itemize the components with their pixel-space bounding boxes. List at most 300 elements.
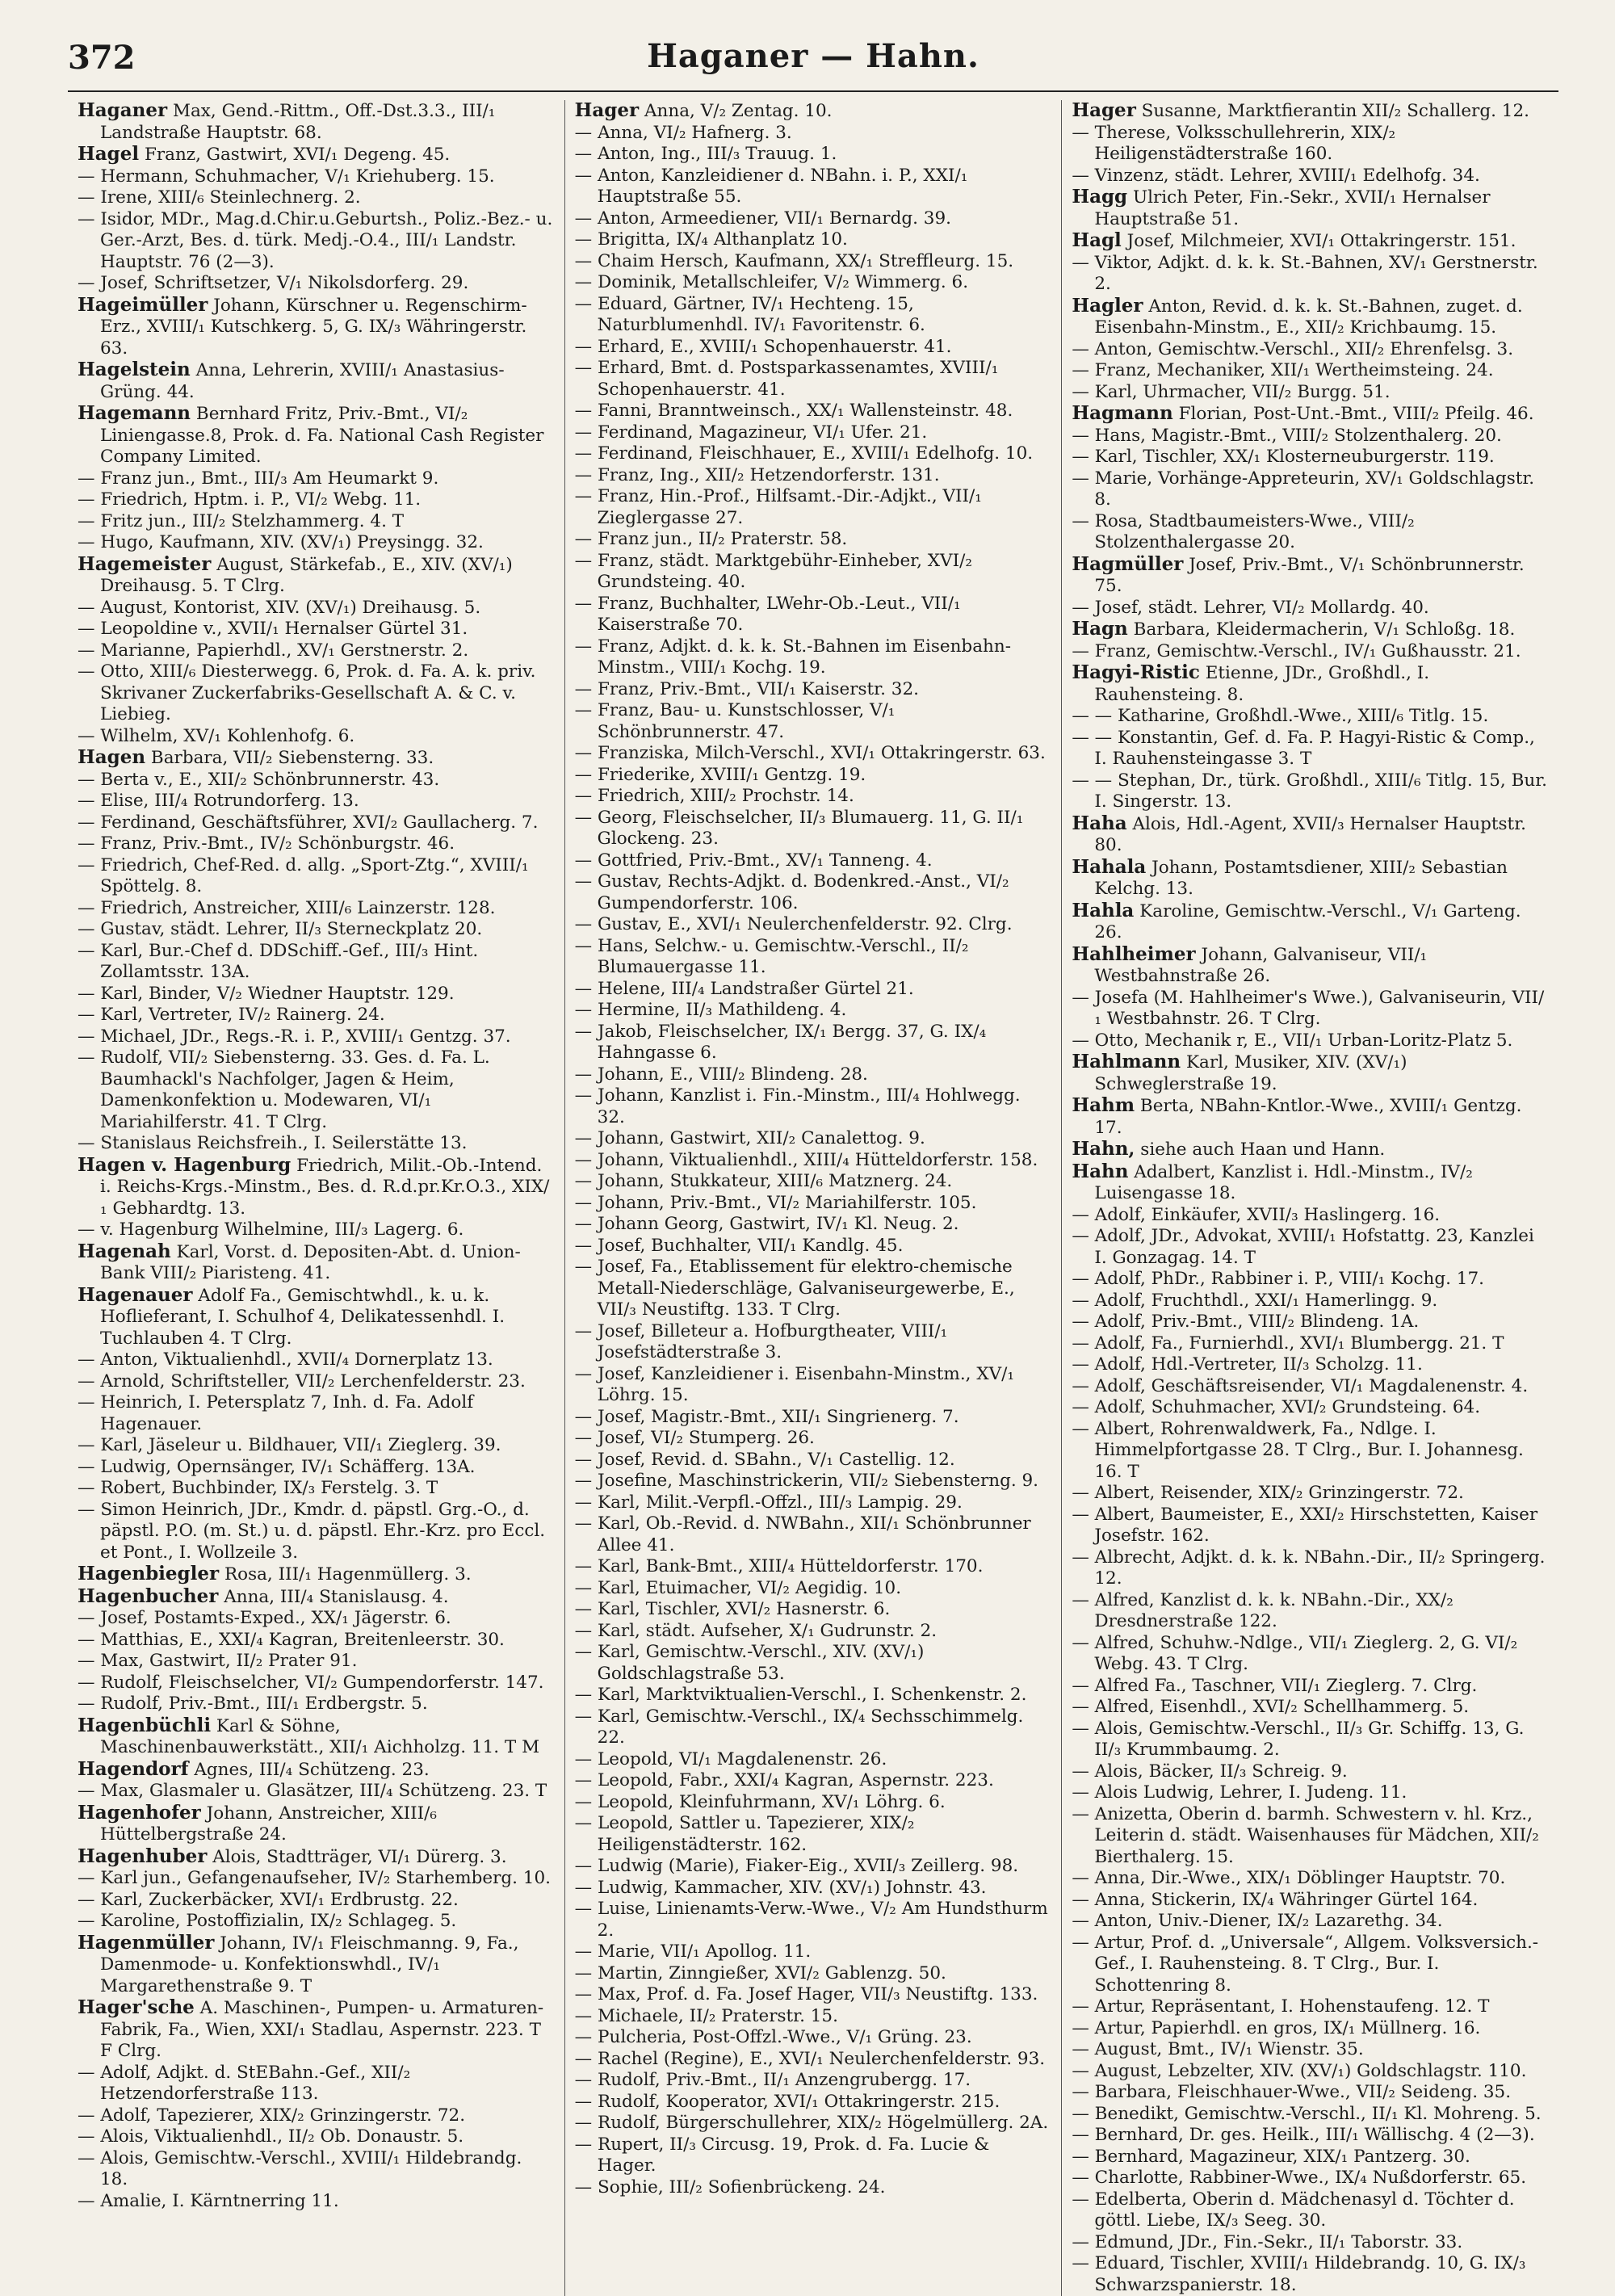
directory-entry <box>575 1022 1052 1064</box>
directory-entry <box>575 443 1052 465</box>
directory-entry <box>78 1911 555 1933</box>
directory-entry <box>1072 360 1549 382</box>
directory-entry <box>78 1715 555 1759</box>
entry-details: — Hans, Magistr.-Bmt., VIII/₂ Stolzenthalerg. 20. <box>1072 425 1502 446</box>
directory-entry <box>575 1642 1052 1685</box>
directory-entry <box>1072 706 1549 728</box>
directory-entry <box>575 2027 1052 2049</box>
entry-surname: Hagemann <box>78 402 191 424</box>
directory-entry <box>78 359 555 403</box>
directory-entry <box>1072 1547 1549 1590</box>
entry-details: — Franz, Priv.-Bmt., VII/₁ Kaiserstr. 32. <box>574 678 919 699</box>
directory-entry <box>575 1963 1052 1985</box>
entry-surname: Hagenmüller <box>78 1931 215 1954</box>
entry-details: — August, Bmt., IV/₁ Wienstr. 35. <box>1072 2039 1364 2059</box>
entry-details: Karl, Musiker, XIV. (XV/₁) Schweglerstraße 19. <box>1094 1052 1407 1094</box>
directory-entry <box>78 2063 555 2105</box>
entry-details: — Adolf, Schuhmacher, XVI/₂ Grundsteing. 64. <box>1072 1397 1481 1417</box>
directory-entry <box>575 358 1052 401</box>
entry-details: — Elise, III/₄ Rotrundorferg. 13. <box>78 791 359 811</box>
entry-details: — Alois, Gemischtw.-Verschl., II/₃ Gr. Schiffg. 13, G. II/₃ Krummbaumg. 2. <box>1072 1718 1525 1760</box>
directory-entry <box>575 123 1052 145</box>
directory-entry <box>575 1556 1052 1578</box>
directory-entry <box>575 1813 1052 1856</box>
directory-entry <box>575 765 1052 787</box>
entry-details: — Karl, Tischler, XX/₁ Klosterneuburgerstr. 119. <box>1072 447 1495 467</box>
entry-details: — Robert, Buchbinder, IX/₃ Ferstelg. 3. T <box>78 1478 438 1498</box>
entry-surname: Haha <box>1072 812 1127 834</box>
directory-entry <box>575 144 1052 166</box>
entry-details: — Leopold, Fabr., XXI/₄ Kagran, Aspernstr. 223. <box>574 1770 994 1790</box>
entry-details: — Anton, Univ.-Diener, IX/₂ Lazarethg. 34. <box>1072 1911 1443 1931</box>
entry-details: — Karl, Gemischtw.-Verschl., IX/₄ Sechsschimmelg. 22. <box>574 1706 1024 1748</box>
entry-details: — Max, Gastwirt, II/₂ Prater 91. <box>78 1651 358 1671</box>
entry-surname: Hagenbüchli <box>78 1714 212 1736</box>
entry-surname: Hagn <box>1072 618 1128 640</box>
directory-entry <box>575 2006 1052 2028</box>
directory-entry <box>1072 2189 1549 2232</box>
entry-details: — Artur, Papierhdl. en gros, IX/₁ Müllnerg. 16. <box>1072 2017 1481 2038</box>
directory-entry <box>78 1241 555 1285</box>
entry-details: — Karl, Zuckerbäcker, XVI/₁ Erdbrustg. 22. <box>78 1889 459 1910</box>
entry-surname: Hahn <box>1072 1160 1129 1182</box>
entry-details: — Gustav, städt. Lehrer, II/₃ Sterneckplatz 20. <box>78 919 483 939</box>
directory-entry <box>575 979 1052 1001</box>
entry-details: — Marie, VII/₁ Apollog. 11. <box>574 1941 812 1962</box>
entry-details: Johann, Anstreicher, XIII/₆ Hüttelbergstraße 24. <box>100 1803 437 1845</box>
directory-entry <box>78 898 555 920</box>
entry-details: — Therese, Volksschullehrerin, XIX/₂ Heiligenstädterstraße 160. <box>1072 122 1396 164</box>
directory-entry <box>575 914 1052 936</box>
directory-entry <box>78 1694 555 1715</box>
directory-entry <box>78 554 555 598</box>
entry-details: — Rudolf, Priv.-Bmt., III/₁ Erdbergstr. 5. <box>78 1694 428 1714</box>
entry-details: — Karl, städt. Aufseher, X/₁ Gudrunstr. 2. <box>574 1620 938 1641</box>
entry-details: — Alfred, Eisenhdl., XVI/₂ Schellhammerg. 5. <box>1072 1697 1470 1717</box>
entry-details: Friedrich, Milit.-Ob.-Intend. i. Reichs-Krgs.-Minstm., Bes. d. R.d.pr.Kr.O.3., XIX/₁ Gebhardtg. 13. <box>100 1155 550 1219</box>
entry-surname: Hageimüller <box>78 293 208 316</box>
directory-entry <box>1072 1354 1549 1376</box>
directory-entry <box>1072 1269 1549 1291</box>
directory-entry <box>78 1564 555 1586</box>
directory-entry <box>78 403 555 468</box>
entry-details: — Rachel (Regine), E., XVI/₁ Neulerchenfelderstr. 93. <box>574 2048 1046 2069</box>
directory-entry <box>575 1941 1052 1963</box>
directory-entry <box>1072 1996 1549 2018</box>
directory-entry <box>78 1457 555 1479</box>
entry-details: — Fanni, Branntweinsch., XX/₁ Wallensteinstr. 48. <box>574 401 1013 421</box>
directory-entry <box>78 1219 555 1241</box>
column-3 <box>1061 100 1558 2296</box>
directory-entry <box>78 166 555 188</box>
page-number: 372 <box>68 39 136 77</box>
entry-details: Franz, Gastwirt, XVI/₁ Degeng. 45. <box>144 145 451 165</box>
entry-details: Johann, Postamtsdiener, XIII/₂ Sebastian Kelchg. 13. <box>1094 857 1508 899</box>
entry-details: — Franz, Gemischtw.-Verschl., IV/₁ Gußhausstr. 21. <box>1072 640 1521 661</box>
entry-details: — Artur, Repräsentant, I. Hohenstaufeng. 12. T <box>1072 1996 1490 2017</box>
directory-entry <box>575 1407 1052 1429</box>
directory-entry <box>575 636 1052 679</box>
directory-entry <box>1072 2082 1549 2104</box>
entry-details: — Adolf, Fa., Furnierhdl., XVI/₁ Blumbergg. 21. T <box>1072 1333 1504 1354</box>
entry-details: — Gustav, Rechts-Adjkt. d. Bodenkred.-Anst., VI/₂ Gumpendorferstr. 106. <box>574 871 1009 913</box>
directory-entry <box>1072 2232 1549 2254</box>
entry-details: — Josef, Billeteur a. Hofburgtheater, VIII/₁ Josefstädterstraße 3. <box>574 1320 948 1362</box>
entry-details: — Ferdinand, Geschäftsführer, XVI/₂ Gaullacherg. 7. <box>78 812 539 833</box>
entry-details: Barbara, VII/₂ Siebensterng. 33. <box>150 748 434 768</box>
entry-details: — Franz, städt. Marktgebühr-Einheber, XVI/₂ Grundsteing. 40. <box>574 550 972 592</box>
entry-details: — Artur, Prof. d. „Universale“, Allgem. Volksversich.-Gef., I. Rauhensteing. 8. T Clrg., Bur. I. Schottenring 8. <box>1072 1932 1539 1996</box>
directory-entry <box>575 1000 1052 1022</box>
entry-details: — Ludwig, Opernsänger, IV/₁ Schäfferg. 13A. <box>78 1456 476 1477</box>
directory-entry <box>78 532 555 554</box>
entry-details: — Johann, Priv.-Bmt., VI/₂ Mariahilferstr. 105. <box>574 1192 977 1213</box>
entry-surname: Hagmüller <box>1072 552 1184 575</box>
entry-details: — Rudolf, Bürgerschullehrer, XIX/₂ Högelmüllerg. 2A. <box>574 2113 1049 2133</box>
entry-details: — Franz jun., Bmt., III/₃ Am Heumarkt 9. <box>78 468 439 489</box>
entry-details: — Gustav, E., XVI/₁ Neulerchenfelderstr. 92. Clrg. <box>574 914 1013 934</box>
directory-entry <box>575 337 1052 359</box>
entry-surname: Hagemeister <box>78 552 212 575</box>
directory-entry <box>78 1608 555 1630</box>
directory-entry <box>575 100 1052 123</box>
entry-surname: Hagenah <box>78 1240 171 1262</box>
entry-details: — Johann Georg, Gastwirt, IV/₁ Kl. Neug. 2. <box>574 1214 959 1234</box>
entry-details: — Rudolf, VII/₂ Siebensterng. 33. Ges. d. Fa. L. Baumhackl's Nachfolger, Jagen & Heim, Damenkonfektion u. Modewaren, VI/₁ Mariahilferstr. 41. T Clrg. <box>78 1047 490 1132</box>
entry-details: — Karl, Binder, V/₂ Wiedner Hauptstr. 129. <box>78 983 455 1004</box>
directory-entry <box>1072 2125 1549 2147</box>
directory-entry <box>575 486 1052 529</box>
directory-entry <box>575 1257 1052 1321</box>
directory-entry <box>575 1984 1052 2006</box>
directory-entry <box>575 1770 1052 1792</box>
entry-details: — Johann, Gastwirt, XII/₂ Canalettog. 9. <box>574 1128 925 1148</box>
directory-entry <box>1072 1051 1549 1095</box>
directory-entry <box>78 791 555 812</box>
directory-entry <box>78 619 555 640</box>
entry-details: — Heinrich, I. Petersplatz 7, Inh. d. Fa. Adolf Hagenauer. <box>78 1392 474 1434</box>
directory-entry <box>575 2049 1052 2071</box>
directory-entry <box>575 1899 1052 1941</box>
directory-entry <box>1072 900 1549 944</box>
entry-details: Etienne, JDr., Großhdl., I. Rauhensteing. 8. <box>1094 663 1430 705</box>
directory-entry <box>575 2092 1052 2113</box>
directory-entry <box>78 747 555 770</box>
entry-details: Adalbert, Kanzlist i. Hdl.-Minstm., IV/₂ Luisengasse 18. <box>1094 1161 1473 1203</box>
entry-details: — Alois Ludwig, Lehrer, I. Judeng. 11. <box>1072 1782 1407 1803</box>
entry-details: — Friedrich, Chef-Red. d. allg. „Sport-Ztg.“, XVIII/₁ Spöttelg. 8. <box>78 854 529 896</box>
directory-entry <box>575 743 1052 765</box>
entry-details: — Anton, Gemischtw.-Verschl., XII/₂ Ehrenfelsg. 3. <box>1072 338 1514 359</box>
entry-details: — Leopoldine v., XVII/₁ Hernalser Gürtel 31. <box>78 619 468 639</box>
directory-entry <box>575 229 1052 251</box>
directory-entry <box>575 1599 1052 1621</box>
entry-surname: Hagg <box>1072 186 1128 208</box>
directory-entry <box>1072 1161 1549 1205</box>
entry-details: — Michaele, II/₂ Praterstr. 15. <box>574 2005 838 2026</box>
entry-details: — Brigitta, IX/₄ Althanplatz 10. <box>574 229 848 250</box>
directory-entry <box>1072 1933 1549 1997</box>
directory-entry <box>1072 1761 1549 1783</box>
directory-entry <box>78 1005 555 1026</box>
entry-details: — Barbara, Fleischhauer-Wwe., VII/₂ Seideng. 35. <box>1072 2082 1512 2102</box>
entry-details: — Adolf, JDr., Advokat, XVIII/₁ Hofstattg. 23, Kanzlei I. Gonzagag. 14. T <box>1072 1226 1534 1268</box>
entry-details: — Franz, Hin.-Prof., Hilfsamt.-Dir.-Adjkt., VII/₁ Zieglergasse 27. <box>574 486 982 528</box>
directory-entry <box>1072 1205 1549 1227</box>
entry-details: — Ludwig (Marie), Fiaker-Eig., XVII/₃ Zeillerg. 98. <box>574 1856 1019 1876</box>
entry-details: Johann, Galvaniseur, VII/₁ Westbahnstraße 26. <box>1094 944 1428 986</box>
directory-entry <box>1072 1419 1549 1484</box>
entry-details: — — Konstantin, Gef. d. Fa. P. Hagyi-Ristic & Comp., I. Rauhensteingasse 3. T <box>1072 727 1535 769</box>
directory-entry <box>575 871 1052 914</box>
directory-entry <box>1072 253 1549 296</box>
entry-details: — Ferdinand, Magazineur, VI/₁ Ufer. 21. <box>574 422 928 443</box>
directory-entry <box>1072 100 1549 123</box>
directory-entry <box>1072 1483 1549 1505</box>
entry-details: — Franz, Priv.-Bmt., IV/₂ Schönburgstr. 46. <box>78 833 455 854</box>
entry-details: — Adolf, PhDr., Rabbiner i. P., VIII/₁ Kochg. 17. <box>1072 1269 1485 1289</box>
directory-entry <box>575 936 1052 979</box>
entry-details: — Erhard, E., XVIII/₁ Schopenhauerstr. 41. <box>574 336 952 357</box>
directory-entry <box>78 855 555 898</box>
directory-entry <box>575 1856 1052 1878</box>
directory-entry <box>78 919 555 941</box>
entry-details: — Franz, Bau- u. Kunstschlosser, V/₁ Schönbrunnerstr. 47. <box>574 700 896 742</box>
entry-details: Karl, Vorst. d. Depositen-Abt. d. Union-Bank VIII/₂ Piaristeng. 41. <box>100 1241 521 1283</box>
directory-entry <box>1072 1397 1549 1419</box>
entry-details: — Karl, Marktviktualien-Verschl., I. Schenkenstr. 2. <box>574 1685 1027 1705</box>
directory-entry <box>1072 468 1549 511</box>
entry-surname: Hagenhuber <box>78 1845 208 1867</box>
directory-entry <box>78 1868 555 1890</box>
entry-details: — Adolf, Geschäftsreisender, VI/₁ Magdalenenstr. 4. <box>1072 1375 1529 1396</box>
directory-entry <box>78 812 555 834</box>
entry-details: — Adolf, Hdl.-Vertreter, II/₃ Scholzg. 11. <box>1072 1354 1423 1375</box>
entry-details: — Hugo, Kaufmann, XIV. (XV/₁) Preysingg. 32. <box>78 532 484 552</box>
directory-entry <box>575 786 1052 808</box>
directory-entry <box>78 1155 555 1220</box>
entry-details: — Adolf, Einkäufer, XVII/₃ Haslingerg. 16. <box>1072 1204 1441 1225</box>
entry-details: — Karl, Tischler, XVI/₂ Hasnerstr. 6. <box>574 1599 891 1619</box>
entry-details: — Vinzenz, städt. Lehrer, XVIII/₁ Edelhofg. 34. <box>1072 165 1480 186</box>
entry-details: — Helene, III/₄ Landstraßer Gürtel 21. <box>574 978 914 999</box>
entry-details: Adolf Fa., Gemischtwhdl., k. u. k. Hoflieferant, I. Schulhof 4, Delikatessenhdl. I. Tuchlauben 4. T Clrg. <box>100 1285 505 1349</box>
directory-entry <box>78 468 555 490</box>
directory-entry <box>1072 554 1549 598</box>
entry-surname: Hahlheimer <box>1072 942 1196 965</box>
directory-entry <box>1072 988 1549 1030</box>
directory-entry <box>78 2191 555 2213</box>
entry-surname: Hager <box>1072 99 1136 121</box>
entry-details: Josef, Milchmeier, XVI/₁ Ottakringerstr. 151. <box>1126 231 1516 251</box>
directory-entry <box>1072 728 1549 770</box>
directory-entry <box>575 529 1052 551</box>
directory-entry <box>1072 166 1549 187</box>
entry-details: — — Katharine, Großhdl.-Wwe., XIII/₆ Titlg. 15. <box>1072 706 1489 726</box>
entry-details: — Josef, Fa., Etablissement für elektro-chemische Metall-Niederschläge, Galvaniseurgewerbe, E., VII/₃ Neustiftg. 133. T Clrg. <box>574 1257 1015 1320</box>
entry-details: — Anton, Ing., III/₃ Trauug. 1. <box>574 144 837 164</box>
entry-details: — Franz jun., II/₂ Praterstr. 58. <box>574 529 848 549</box>
entry-details: — Karl, Ob.-Revid. d. NWBahn., XII/₁ Schönbrunner Allee 41. <box>574 1513 1031 1555</box>
directory-entry <box>1072 187 1549 230</box>
entry-details: — Albert, Baumeister, E., XXI/₂ Hirschstetten, Kaiser Josefstr. 162. <box>1072 1504 1538 1546</box>
directory-entry <box>1072 2039 1549 2061</box>
directory-entry <box>1072 813 1549 857</box>
entry-details: — Bernhard, Magazineur, XIX/₁ Pantzerg. 30. <box>1072 2146 1470 2167</box>
entry-surname: Hagenhofer <box>78 1801 201 1824</box>
directory-entry <box>575 1085 1052 1128</box>
directory-entry <box>575 251 1052 273</box>
directory-entry <box>1072 598 1549 619</box>
directory-entry <box>78 1392 555 1435</box>
entry-details: — Josef, Buchhalter, VII/₁ Kandlg. 45. <box>574 1235 904 1256</box>
entry-details: — Alois, Gemischtw.-Verschl., XVIII/₁ Hildebrandg. 18. <box>78 2147 522 2189</box>
entry-surname: Haganer <box>78 99 168 121</box>
directory-entry <box>1072 1505 1549 1547</box>
entry-details: — Hermine, II/₃ Mathildeng. 4. <box>574 1000 847 1020</box>
directory-entry <box>575 1685 1052 1706</box>
running-head: Haganer — Hahn. <box>647 37 979 75</box>
directory-entry <box>78 209 555 274</box>
entry-details: Anna, V/₂ Zentag. 10. <box>644 101 833 121</box>
entry-details: Susanne, Marktfierantin XII/₂ Schallerg. 12. <box>1141 101 1529 121</box>
entry-details: — Josef, Magistr.-Bmt., XII/₁ Singrienerg. 7. <box>574 1406 959 1427</box>
entry-details: — Otto, Mechanik r, E., VII/₁ Urban-Loritz-Platz 5. <box>1072 1030 1513 1051</box>
entry-details: — Karl, Bur.-Chef d. DDSchiff.-Gef., III/₃ Hint. Zollamtsstr. 13A. <box>78 940 479 982</box>
directory-entry <box>78 1349 555 1371</box>
directory-entry <box>78 726 555 748</box>
directory-entry <box>1072 511 1549 554</box>
entry-details: — Anton, Armeediener, VII/₁ Bernardg. 39. <box>574 208 951 229</box>
entry-details: — Karoline, Postoffizialin, IX/₂ Schlageg. 5. <box>78 1911 457 1931</box>
entry-surname: Hahm <box>1072 1094 1135 1116</box>
entry-details: — Erhard, Bmt. d. Postsparkassenamtes, XVIII/₁ Schopenhauerstr. 41. <box>574 358 999 400</box>
directory-entry <box>575 465 1052 487</box>
directory-entry <box>78 144 555 166</box>
directory-entry <box>78 2105 555 2127</box>
directory-entry <box>1072 1782 1549 1804</box>
entry-details: — Rudolf, Fleischselcher, VI/₂ Gumpendorferstr. 147. <box>78 1672 544 1693</box>
directory-entry <box>78 1047 555 1133</box>
directory-entry <box>78 1759 555 1782</box>
entry-details: — Ludwig, Kammacher, XIV. (XV/₁) Johnstr. 43. <box>574 1877 987 1898</box>
directory-entry <box>575 1878 1052 1899</box>
directory-entry <box>1072 1312 1549 1333</box>
entry-details: — Edmund, JDr., Fin.-Sekr., II/₁ Taborstr. 33. <box>1072 2231 1463 2252</box>
entry-details: — Sophie, III/₂ Sofienbrückeng. 24. <box>574 2176 886 2197</box>
directory-entry <box>78 1673 555 1694</box>
directory-entry <box>1072 662 1549 706</box>
entry-details: — Karl, Vertreter, IV/₂ Rainerg. 24. <box>78 1005 385 1025</box>
entry-details: — Arnold, Schriftsteller, VII/₂ Lerchenfelderstr. 23. <box>78 1370 526 1391</box>
directory-entry <box>1072 426 1549 447</box>
directory-entry <box>1072 1697 1549 1719</box>
directory-entry <box>78 1890 555 1912</box>
directory-entry <box>78 1997 555 2063</box>
directory-entry <box>575 2113 1052 2134</box>
entry-details: — Josefa (M. Hahlheimer's Wwe.), Galvaniseurin, VII/₁ Westbahnstr. 26. T Clrg. <box>1072 987 1545 1029</box>
entry-details: — Pulcheria, Post-Offzl.-Wwe., V/₁ Grüng. 23. <box>574 2027 972 2047</box>
entry-details: — Chaim Hersch, Kaufmann, XX/₁ Streffleurg. 15. <box>574 250 1014 271</box>
directory-entry <box>575 1064 1052 1086</box>
directory-entry <box>78 833 555 855</box>
directory-entry <box>575 1749 1052 1771</box>
entry-details: — Franziska, Milch-Verschl., XVI/₁ Ottakringerstr. 63. <box>574 743 1046 763</box>
entry-details: — Michael, JDr., Regs.-R. i. P., XVIII/₁ Gentzg. 37. <box>78 1026 511 1047</box>
entry-details: — Gottfried, Priv.-Bmt., XV/₁ Tanneng. 4. <box>574 850 933 871</box>
directory-entry <box>1072 1030 1549 1052</box>
entry-details: — Karl, Gemischtw.-Verschl., XIV. (XV/₁) Goldschlagstraße 53. <box>574 1642 925 1684</box>
directory-entry <box>575 208 1052 230</box>
entry-details: — Anton, Viktualienhdl., XVII/₄ Dornerplatz 13. <box>78 1349 493 1370</box>
directory-entry <box>1072 2147 1549 2168</box>
directory-entry <box>575 2070 1052 2092</box>
directory-entry <box>1072 2253 1549 2296</box>
entry-details: — Leopold, Sattler u. Tapezierer, XIX/₂ Heiligenstädterstr. 162. <box>574 1813 915 1855</box>
directory-entry <box>1072 1376 1549 1398</box>
entry-details: — Simon Heinrich, JDr., Kmdr. d. päpstl. Grg.-O., d. päpstl. P.O. (m. St.) u. d. päpstl. Ehr.-Krz. pro Eccl. et Pont., I. Wollzeile 3. <box>78 1499 546 1563</box>
directory-entry <box>575 551 1052 594</box>
directory-entry <box>78 295 555 360</box>
entry-details: — Georg, Fleischselcher, II/₃ Blumauerg. 11, G. II/₁ Glockeng. 23. <box>574 807 1024 849</box>
entry-details: — Rudolf, Kooperator, XVI/₁ Ottakringerstr. 215. <box>574 2091 1000 2112</box>
directory-entry <box>575 1471 1052 1492</box>
entry-details: — Berta v., E., XII/₂ Schönbrunnerstr. 43. <box>78 769 440 790</box>
directory-entry <box>1072 1226 1549 1269</box>
directory-entry <box>575 1450 1052 1471</box>
entry-details: — Josef, Revid. d. SBahn., V/₁ Castellig. 12. <box>574 1449 955 1470</box>
entry-surname: Hagenbiegler <box>78 1563 220 1585</box>
directory-entry <box>1072 296 1549 339</box>
entry-details: — Karl, Uhrmacher, VII/₂ Burgg. 51. <box>1072 381 1391 402</box>
entry-details: — Adolf, Fruchthdl., XXI/₁ Hamerlingg. 9. <box>1072 1290 1438 1311</box>
entry-details: — Friedrich, Hptm. i. P., VI/₂ Webg. 11. <box>78 489 422 510</box>
directory-entry <box>78 1781 555 1803</box>
entry-details: — August, Lebzelter, XIV. (XV/₁) Goldschlagstr. 110. <box>1072 2060 1527 2081</box>
directory-entry <box>575 1492 1052 1514</box>
entry-details: — Wilhelm, XV/₁ Kohlenhofg. 6. <box>78 725 355 746</box>
directory-entry <box>78 511 555 533</box>
entry-details: — Eduard, Tischler, XVIII/₁ Hildebrandg. 10, G. IX/₃ Schwarzspanierstr. 18. <box>1072 2253 1526 2295</box>
entry-details: — Josef, städt. Lehrer, VI/₂ Mollardg. 40. <box>1072 597 1429 618</box>
entry-surname: Hagyi-Ristic <box>1072 661 1200 683</box>
directory-entry <box>78 1478 555 1500</box>
entry-details: — Karl, Milit.-Verpfl.-Offzl., III/₃ Lampig. 29. <box>574 1492 963 1513</box>
entry-details: — Max, Glasmaler u. Glasätzer, III/₄ Schützeng. 23. T <box>78 1781 547 1801</box>
entry-details: — Alois, Bäcker, II/₃ Schreig. 9. <box>1072 1761 1348 1782</box>
entry-details: — Anna, Stickerin, IX/₄ Währinger Gürtel 164. <box>1072 1889 1479 1910</box>
entry-details: August, Stärkefab., E., XIV. (XV/₁) Dreihausg. 5. T Clrg. <box>100 554 513 596</box>
directory-entry <box>1072 1804 1549 1869</box>
entry-details: — Hermann, Schuhmacher, V/₁ Kriehuberg. 15. <box>78 166 495 187</box>
directory-entry <box>575 1236 1052 1257</box>
entry-surname: Hagel <box>78 143 140 165</box>
directory-entry <box>575 422 1052 444</box>
directory-entry <box>78 1133 555 1155</box>
entry-details: — Friedrich, Anstreicher, XIII/₆ Lainzerstr. 128. <box>78 897 496 918</box>
entry-details: — Karl, Bank-Bmt., XIII/₄ Hütteldorferstr. 170. <box>574 1556 984 1576</box>
directory-entry <box>1072 403 1549 426</box>
directory-entry <box>78 1371 555 1393</box>
directory-entry <box>78 1803 555 1846</box>
entry-details: — v. Hagenburg Wilhelmine, III/₃ Lagerg. 6. <box>78 1219 464 1240</box>
entry-details: — Viktor, Adjkt. d. k. k. St.-Bahnen, XV/₁ Gerstnerstr. 2. <box>1072 252 1538 294</box>
entry-details: Florian, Post-Unt.-Bmt., VIII/₂ Pfeilg. 46. <box>1178 404 1534 424</box>
directory-entry <box>575 1150 1052 1172</box>
entry-details: — Josef, Postamts-Exped., XX/₁ Jägerstr. 6. <box>78 1608 451 1628</box>
entry-details: — Johann, Stukkateur, XIII/₆ Matznerg. 24. <box>574 1171 953 1191</box>
entry-details: — Alfred Fa., Taschner, VII/₁ Zieglerg. 7. Clrg. <box>1072 1675 1478 1696</box>
